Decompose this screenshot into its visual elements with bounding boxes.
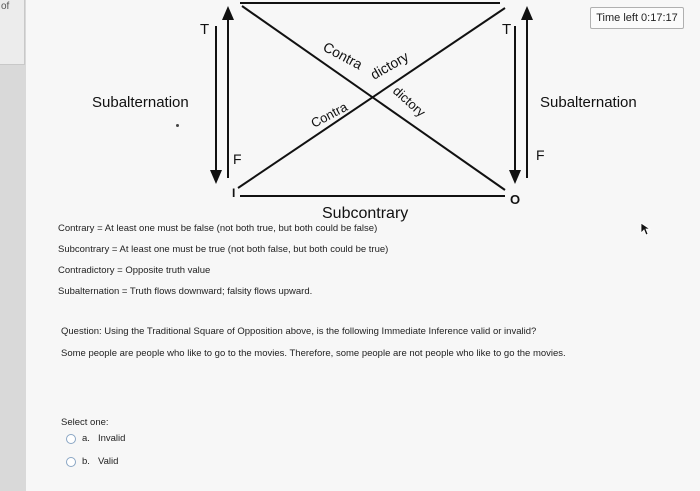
option-a-label: Invalid — [97, 433, 126, 444]
question-text — [61, 321, 566, 365]
contradictory-low-label: dictory — [389, 83, 429, 120]
mouse-cursor-icon — [640, 222, 652, 236]
contrary-label: Contra — [308, 99, 350, 131]
sidebar-fragment-text: of — [1, 1, 10, 12]
option-a-invalid[interactable] — [66, 433, 125, 444]
option-b-label: Valid — [97, 456, 119, 467]
subalternation-left-label: Subalternation — [92, 94, 189, 111]
option-b-letter: b. — [82, 456, 90, 467]
stray-dot — [176, 124, 179, 127]
left-I-label: I — [232, 186, 236, 200]
square-of-opposition-diagram — [0, 0, 700, 230]
option-b-valid[interactable] — [66, 456, 118, 467]
right-T-label: T — [502, 21, 512, 38]
left-T-label: T — [200, 21, 210, 38]
select-one-label: Select one: — [61, 417, 109, 428]
definition-subalternation: Subalternation = Truth flows downward; falsity flows upward. — [58, 286, 313, 297]
right-arrow-up-head — [521, 6, 533, 20]
right-F-label: F — [536, 147, 545, 163]
definition-contrary: Contrary = At least one must be false (not both true, but both could be false) — [58, 223, 378, 234]
right-O-label: O — [510, 192, 521, 207]
left-F-label: F — [233, 151, 242, 167]
option-a-letter: a. — [82, 433, 90, 444]
left-arrow-up-head — [222, 6, 234, 20]
radio-option-b[interactable] — [66, 457, 76, 467]
definitions-list — [58, 222, 388, 306]
subcontrary-label: Subcontrary — [322, 205, 409, 222]
question-statement: Some people are people who like to go to the movies. Therefore, some people are not people who like to go the movies. — [61, 348, 566, 359]
left-arrow-down-head — [210, 170, 222, 184]
definition-subcontrary: Subcontrary = At least one must be true (not both false, but both could be true) — [58, 244, 389, 255]
question-prompt: Question: Using the Traditional Square of Opposition above, is the following Immediate Inference valid or invalid? — [61, 326, 537, 337]
radio-option-a[interactable] — [66, 434, 76, 444]
subalternation-right-label: Subalternation — [540, 94, 637, 111]
contradictory-top-label-a: Contra — [320, 38, 366, 73]
definition-contradictory: Contradictory = Opposite truth value — [58, 265, 211, 276]
contradictory-top-label-b: dictory — [367, 48, 412, 83]
time-left-timer: Time left 0:17:17 — [590, 7, 684, 29]
right-arrow-down-head — [509, 170, 521, 184]
